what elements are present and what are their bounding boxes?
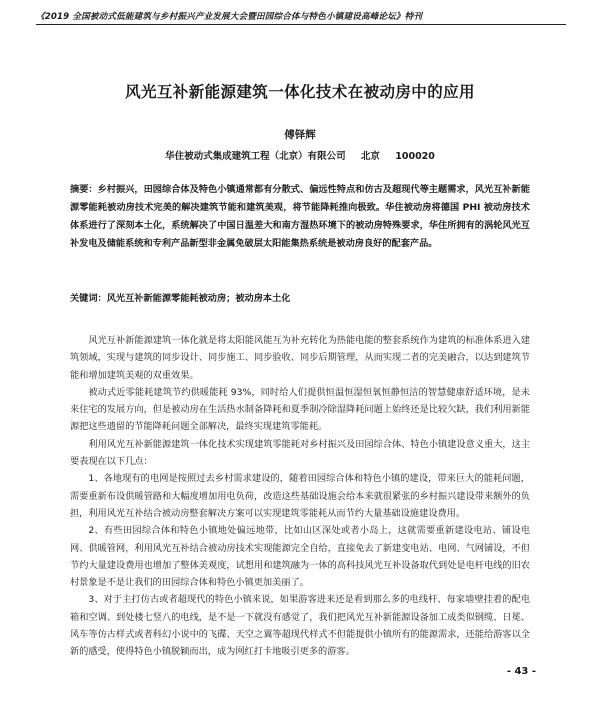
body-text (70, 332, 530, 661)
affiliation-org: 华住被动式集成建筑工程（北京）有限公司 (165, 151, 346, 162)
body-paragraph: 风光互补新能源建筑一体化就是将太阳能风能互为补充转化为热能电能的整套系统作为建筑的标准体系进入建筑领域，实现与建筑的同步设计、同步施工、同步验收、同步后期管理，从而实现二者的完美融合，以达到建筑节能和增加建筑美观的双重效果。 (70, 335, 530, 381)
author-name: 傅铎辉 (284, 129, 316, 141)
affiliation-postcode: 100020 (395, 151, 435, 162)
body-paragraph: 3、对于主打仿古或者超现代的特色小镇来说，如果游客进来还是看到那么多的电线杆、每家墙壁挂着的配电箱和空调、到处楼七竖八的电线，是不是一下就没有感觉了，我们把风光互补新能源设备加工成类似钢缆、日冕、风车等仿古样式或者科幻小说中的飞碟、天空之翼等超现代样式不但能提供小镇所有的能源需求，还能给游客以全新的感受，使得特色小镇脱颖而出，成为网红打卡地吸引更多的游客。 (70, 594, 530, 658)
body-paragraph: 利用风光互补新能源建筑一体化技术实现建筑零能耗对乡村振兴及田园综合体、特色小镇建设意义重大，这主要表现在以下几点： (70, 438, 530, 468)
body-paragraph: 1、各地现有的电网是按照过去乡村需求建设的，随着田园综合体和特色小镇的建设，带来巨大的能耗问题，需要重新布设供暖管路和大幅度增加用电负荷，改造这些基础设施会给本来就很紧张的乡村振兴建设带来额外的负担，利用风光互补结合被动房整套解决方案可以实现建筑零能耗从而节约大量基础设施建设费用。 (70, 473, 530, 519)
header-rule (36, 24, 566, 25)
paper-title: 风光互补新能源建筑一体化技术在被动房中的应用 (125, 83, 475, 101)
abstract: 摘要：乡村振兴，田园综合体及特色小镇通常都有分散式、偏远性特点和仿古及超现代等主题需求，风光互补新能源零能耗被动房技术完美的解决建筑节能和建筑美观，将节能降耗推向极致。华住被动房将德国 PHI 被动房技术体系进行了深刻本土化，系统解决了中国日温差大和南方湿热环境下的被动房特殊要求，华住所拥有的涡轮风光互补发电及储能系统和专利产品新型非金属免破层太阳能集热系统是被动房良好的配套产品。 (70, 184, 530, 249)
body-paragraph: 2、有些田园综合体和特色小镇地处偏远地带，比如山区深处或者小岛上，这就需要重新建设电站、铺设电网、供暖管网，利用风光互补结合被动房技术实现能源完全自给，直接免去了新建变电站、电网、气网铺设，不但节约大量建设费用也增加了整体美观度，试想用和建筑融为一体的高科技风光互补设备取代到处是电杆电线的旧农村景象是不是让我们的田园综合体和特色小镇更加美丽了。 (70, 525, 530, 589)
running-header: 《2019 全国被动式低能建筑与乡村振兴产业发展大会暨田园综合体与特色小镇建设高峰论坛》特刊 (36, 12, 423, 22)
affiliation-city: 北京 (360, 151, 380, 162)
body-paragraph: 被动式近零能耗建筑节约供暖能耗 93%，同时给人们提供恒温恒湿恒氧恒静恒洁的智慧健康舒适环境，是未来住宅的发展方向，但是被动房在生活热水制备降耗和夏季制冷除湿降耗问题上始终还是比较欠缺，我们利用新能源把这些遗留的节能降耗问题全部解决，最终实现建筑零能耗。 (70, 386, 530, 433)
keywords: 关键词：风光互补新能源零能耗被动房；被动房本土化 (70, 293, 291, 304)
page-number: - 43 - (506, 666, 536, 677)
affiliation-line (0, 148, 600, 162)
